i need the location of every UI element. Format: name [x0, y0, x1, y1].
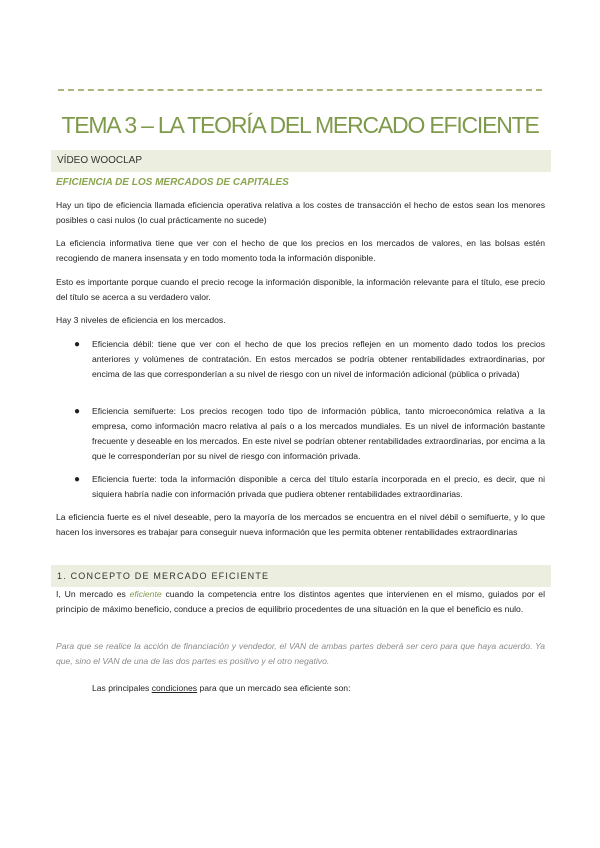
bullet-icon: ●: [74, 339, 81, 350]
paragraph-1: Hay un tipo de eficiencia llamada eficiencia operativa relativa a los costes de transacción el hecho de estos sean los menores posibles o casi nulos (lo cual prácticamente no sucede): [56, 200, 545, 225]
paragraph-2: La eficiencia informativa tiene que ver con el hecho de que los precios en los mercados de valores, en las bolsas estén recogiendo de manera insensata y en todo momento toda la información disponible.: [56, 238, 545, 263]
emphasis-eficiente: eficiente: [129, 589, 162, 599]
paragraph-8: [92, 681, 545, 696]
section-header-concepto: 1. CONCEPTO DE MERCADO EFICIENTE: [51, 565, 551, 587]
bullet-icon: ●: [74, 474, 81, 485]
decorative-dashed-rule: [58, 89, 542, 91]
page-title: TEMA 3 – LA TEORÍA DEL MERCADO EFICIENTE: [61, 112, 539, 138]
underlined-condiciones: condiciones: [151, 683, 198, 693]
section-header-video: VÍDEO WOOCLAP: [51, 150, 551, 172]
paragraph-3: Esto es importante porque cuando el precio recoge la información disponible, la información relevante para el título, ese precio del título se acerca a su verdadero valor.: [56, 277, 545, 302]
paragraph-6: [56, 587, 545, 617]
subheading: EFICIENCIA DE LOS MERCADOS DE CAPITALES: [56, 177, 289, 188]
list-item: Eficiencia débil: tiene que ver con el hecho de que los precios reflejen en un momento dado todos los precios anteriores y volúmenes de contratación. En estos mercados se podría obtener rentabilidades extraordinarias, por encima de las que corresponderían a su nivel de riesgo con un nivel de información adicional (pública o privada): [92, 339, 545, 379]
paragraph-7-note: Para que se realice la acción de financiación y vendedor, el VAN de ambas partes deberá ser cero para que haya acuerdo. Ya que, sino el VAN de una de las dos partes es positivo y el otro negativo.: [56, 641, 545, 666]
paragraph-5: La eficiencia fuerte es el nivel deseable, pero la mayoría de los mercados se encuentra en el nivel débil o semifuerte, y lo que hacen los inversores es trabajar para conseguir nueva información que les permita obtener rentabilidades extraordinarias: [56, 512, 545, 537]
paragraph-6-lead: I, Un mercado es: [56, 589, 130, 599]
list-item: Eficiencia semifuerte: Los precios recogen todo tipo de información pública, tanto microeconómica relativa a la empresa, como información macro relativa al país o a los mercados mundiales. Es un nivel de información bastante frecuente y deseable en los mercados. En este nivel se podrían obtener rentabilidades extraordinarias, por encima a la que le corresponderían por su nivel de riesgo con información privada.: [92, 406, 545, 461]
list-item: Eficiencia fuerte: toda la información disponible a cerca del título estaría incorporada en el precio, es decir, que ni siquiera habría nadie con información privada que pudiera obtener rentabilidades extraordinarias.: [92, 474, 545, 499]
paragraph-6-rest: cuando la competencia entre los distintos agentes que intervienen en el mismo, guiados por el principio de máximo beneficio, conduce a precios de equilibrio procedentes de una situación en la que el beneficio es nulo.: [56, 589, 545, 614]
bullet-icon: ●: [74, 406, 81, 417]
paragraph-4: Hay 3 niveles de eficiencia en los mercados.: [56, 315, 226, 325]
paragraph-8-lead: Las principales: [92, 683, 152, 693]
paragraph-8-rest: para que un mercado sea eficiente son:: [197, 683, 351, 693]
